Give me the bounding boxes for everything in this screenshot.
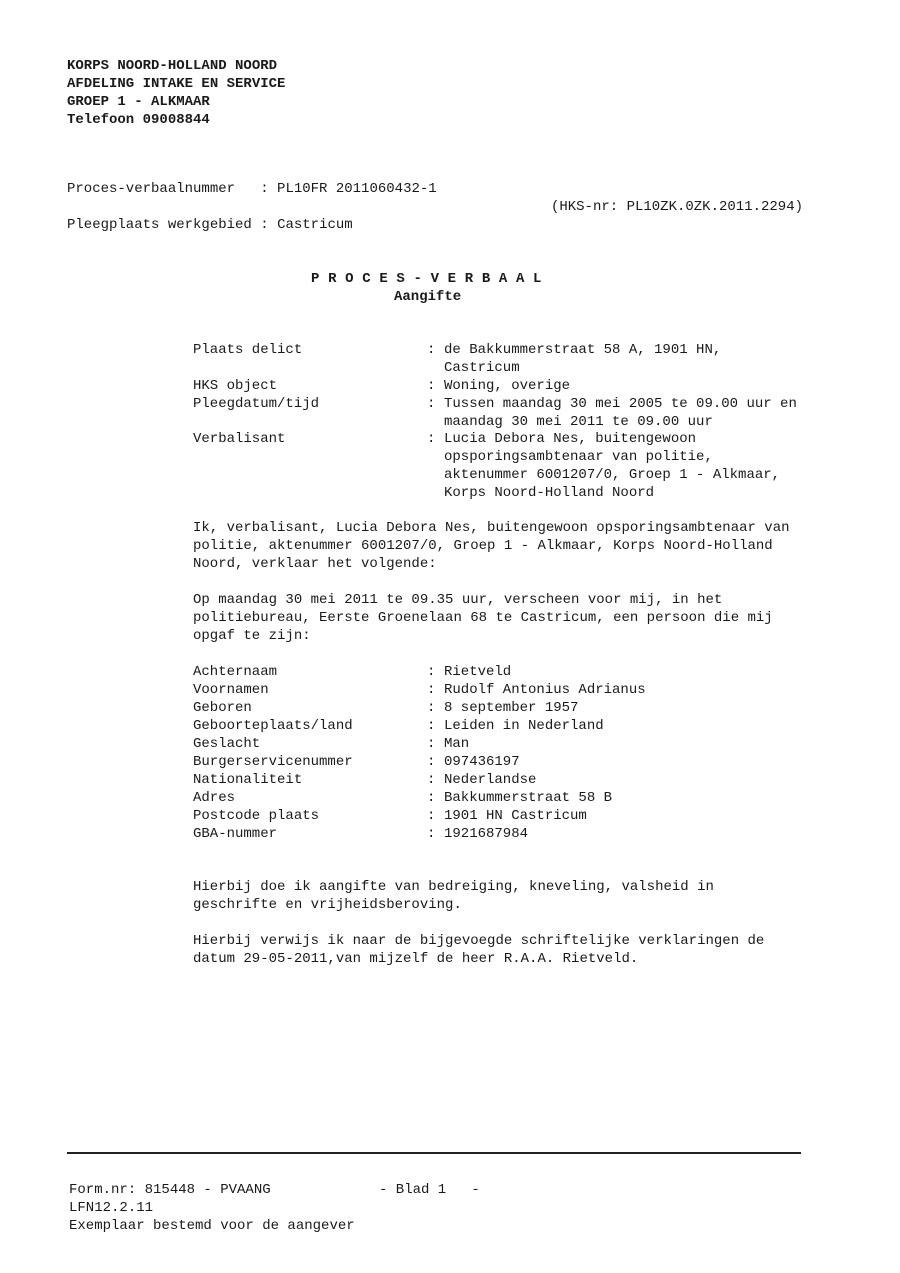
letterhead-line: AFDELING INTAKE EN SERVICE: [67, 76, 286, 92]
pv-number-label: Proces-verbaalnummer: [67, 181, 236, 197]
person-label: Geslacht: [193, 736, 261, 752]
statement-paragraph: Ik, verbalisant, Lucia Debora Nes, buitengewoon opsporingsambtenaar van politie, aktenummer 6001207/0, Groep 1 - Alkmaar, Korps Noord-Holland Noord, verklaar het volgende:: [193, 520, 790, 572]
footer-divider: [67, 1152, 801, 1154]
person-label: Postcode plaats: [193, 808, 320, 824]
form-code: LFN12.2.11: [69, 1200, 154, 1216]
letterhead: [67, 57, 285, 129]
person-value: 1921687984: [444, 826, 529, 842]
case-label: Pleegdatum/tijd: [193, 396, 320, 412]
pv-number: Proces-verbaalnummer : PL10FR 2011060432-1: [67, 181, 437, 197]
case-value: de Bakkummerstraat 58 A, 1901 HN, Castricum: [444, 342, 722, 376]
case-value: Tussen maandag 30 mei 2005 te 09.00 uur en maandag 30 mei 2011 te 09.00 uur: [444, 396, 797, 430]
hks-number: (HKS-nr: PL10ZK.0ZK.2011.2294): [550, 199, 803, 215]
person-label: Adres: [193, 790, 236, 806]
document-title: PROCES-VERBAAL: [311, 271, 551, 287]
person-label: GBA-nummer: [193, 826, 278, 842]
person-label: Burgerservicenummer: [193, 754, 353, 770]
pv-number-value: PL10FR 2011060432-1: [277, 181, 437, 197]
pleegplaats-value: Castricum: [277, 217, 353, 233]
letterhead-line: KORPS NOORD-HOLLAND NOORD: [67, 58, 278, 74]
appearance-paragraph: Op maandag 30 mei 2011 te 09.35 uur, verscheen voor mij, in het politiebureau, Eerste Groenelaan 68 te Castricum, een persoon die mij opgaf te zijn:: [193, 592, 773, 644]
reference-paragraph: Hierbij verwijs ik naar de bijgevoegde schriftelijke verklaringen de datum 29-05-2011,van mijzelf de heer R.A.A. Rietveld.: [193, 933, 765, 967]
person-value: Man: [444, 736, 470, 752]
person-label: Geboorteplaats/land: [193, 718, 353, 734]
person-label: Achternaam: [193, 664, 278, 680]
person-value: Bakkummerstraat 58 B: [444, 790, 613, 806]
page-number: - Blad 1 -: [379, 1182, 480, 1198]
person-label: Nationaliteit: [193, 772, 303, 788]
case-value: Lucia Debora Nes, buitengewoon opsporingsambtenaar van politie, aktenummer 6001207/0, Groep 1 - Alkmaar, Korps Noord-Holland Noord: [444, 431, 781, 501]
form-number: Form.nr: 815448 - PVAANG: [69, 1182, 271, 1198]
document-subtitle: Aangifte: [394, 289, 462, 305]
person-label: Voornamen: [193, 682, 269, 698]
case-label: HKS object: [193, 378, 278, 394]
case-label: Verbalisant: [193, 431, 286, 447]
person-value: 1901 HN Castricum: [444, 808, 587, 824]
footer: [69, 1181, 355, 1235]
copy-note: Exemplaar bestemd voor de aangever: [69, 1218, 355, 1234]
person-value: 097436197: [444, 754, 520, 770]
person-label: Geboren: [193, 700, 252, 716]
pleegplaats: Pleegplaats werkgebied : Castricum: [67, 217, 353, 233]
person-value: Nederlandse: [444, 772, 537, 788]
pleegplaats-label: Pleegplaats werkgebied: [67, 217, 252, 233]
letterhead-line: GROEP 1 - ALKMAAR: [67, 94, 210, 110]
case-value: Woning, overige: [444, 378, 571, 394]
case-label: Plaats delict: [193, 342, 303, 358]
person-value: Rudolf Antonius Adrianus: [444, 682, 646, 698]
person-value: Leiden in Nederland: [444, 718, 604, 734]
person-value: 8 september 1957: [444, 700, 579, 716]
letterhead-line: Telefoon 09008844: [67, 112, 210, 128]
person-value: Rietveld: [444, 664, 512, 680]
declaration-paragraph: Hierbij doe ik aangifte van bedreiging, kneveling, valsheid in geschrifte en vrijheidsberoving.: [193, 879, 714, 913]
